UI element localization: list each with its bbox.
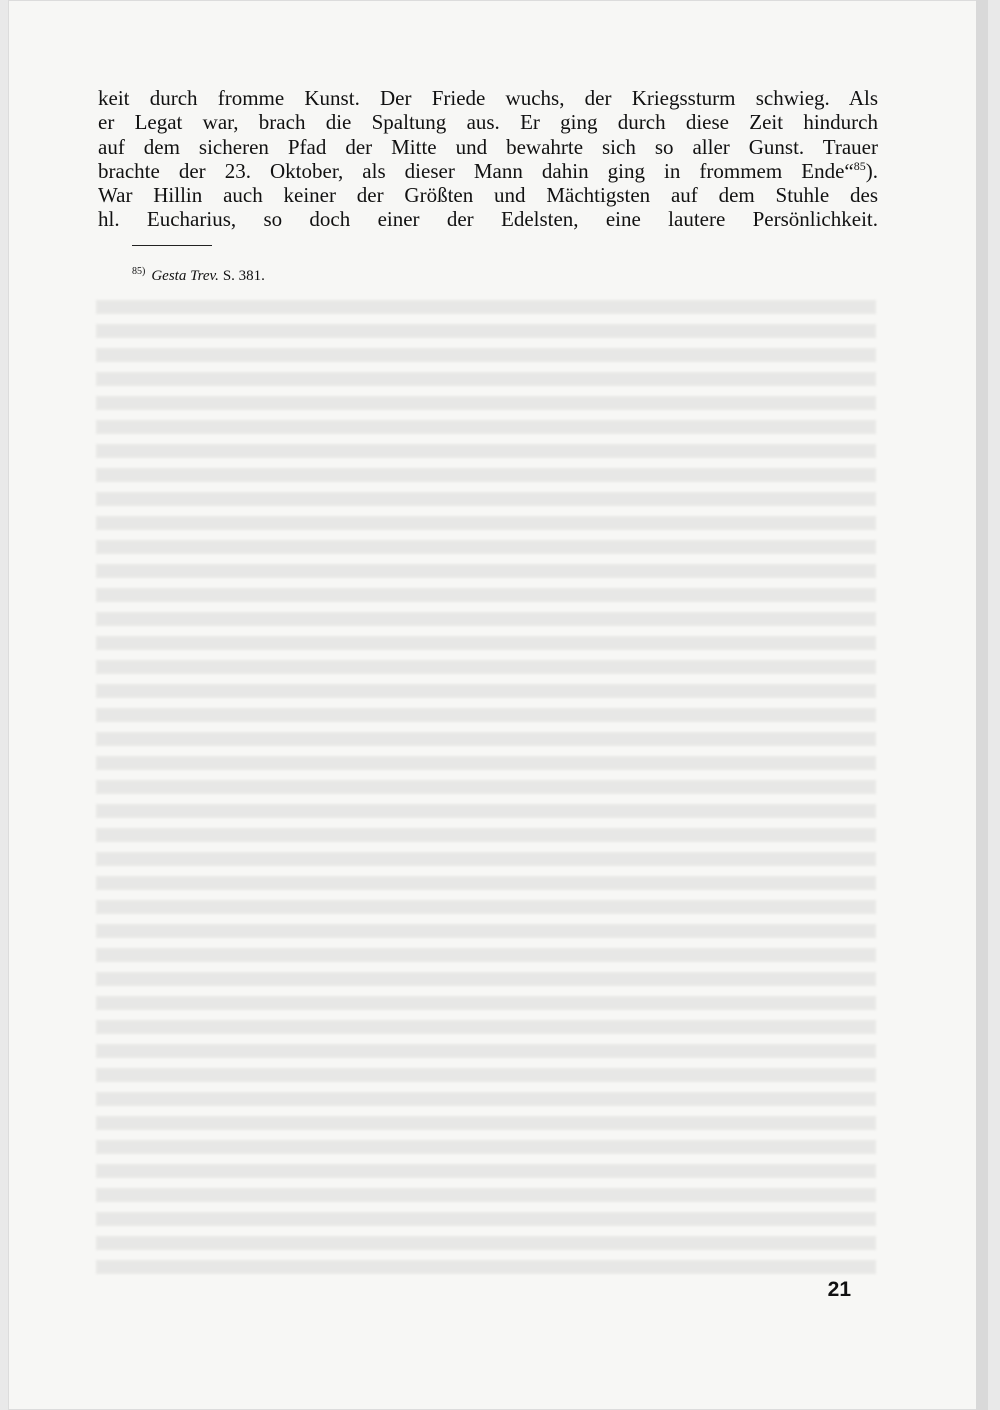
body-line-3: auf dem sicheren Pfad der Mitte und bewahrte sich so aller Gunst. Trauer bbox=[98, 134, 878, 159]
page-edge-shadow bbox=[976, 0, 988, 1410]
body-paragraph bbox=[98, 86, 878, 232]
body-line-4-text: brachte der 23. Oktober, als dieser Mann dahin ging in frommem Ende“ bbox=[98, 158, 854, 183]
footnote-page-ref: S. 381. bbox=[222, 268, 265, 284]
body-line-4 bbox=[98, 159, 878, 183]
body-line-4-close: ). bbox=[865, 158, 878, 183]
footnote-marker: 85) bbox=[132, 266, 146, 277]
body-line-5: War Hillin auch keiner der Größten und Mächtigsten auf dem Stuhle des bbox=[98, 183, 878, 208]
body-line-6: hl. Eucharius, so doch einer der Edelsten, eine lautere Persönlichkeit. bbox=[98, 207, 878, 232]
body-line-1: keit durch fromme Kunst. Der Friede wuchs, der Kriegssturm schwieg. Als bbox=[98, 86, 878, 110]
body-line-2: er Legat war, brach die Spaltung aus. Er ging durch diese Zeit hindurch bbox=[98, 110, 878, 135]
document-page bbox=[8, 0, 988, 1410]
page-number: 21 bbox=[827, 1278, 851, 1301]
footnote bbox=[132, 262, 265, 286]
footnote-separator bbox=[132, 245, 212, 246]
footnote-reference: 85 bbox=[853, 158, 866, 173]
bleed-through-text bbox=[96, 300, 876, 1280]
footnote-source: Gesta Trev. bbox=[151, 268, 219, 284]
